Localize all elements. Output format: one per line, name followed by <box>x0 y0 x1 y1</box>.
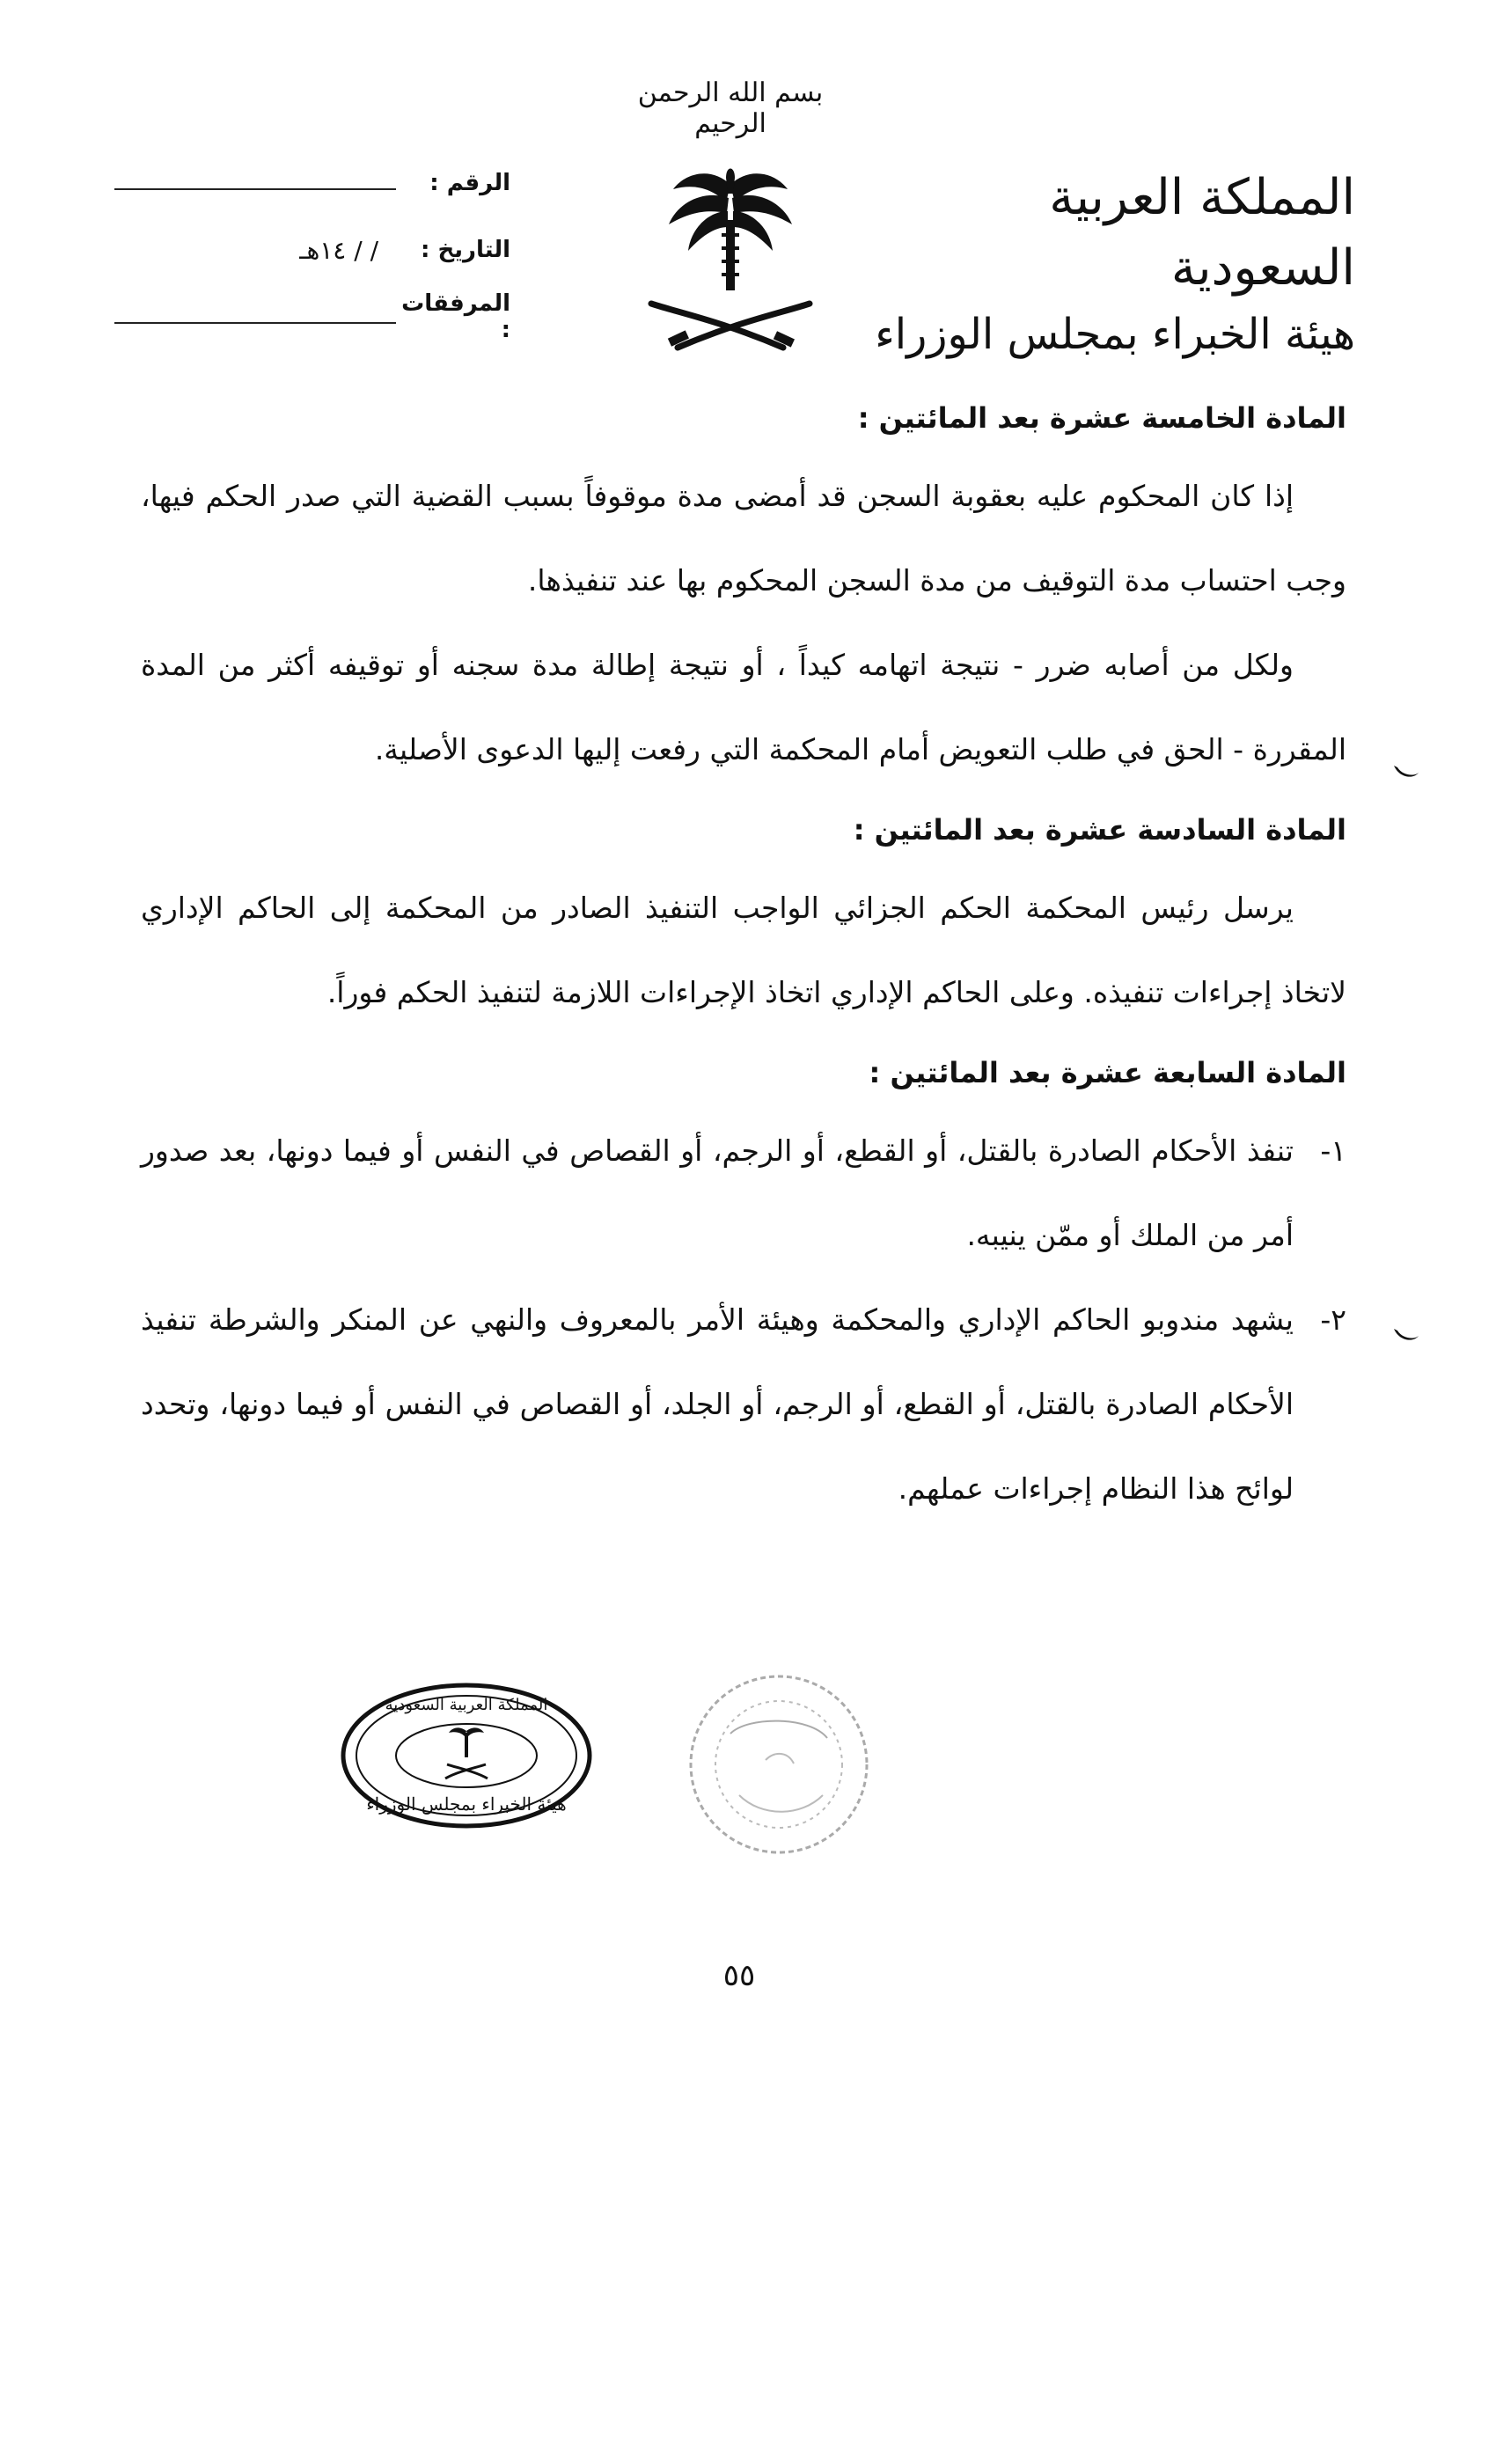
list-text: يشهد مندوبو الحاكم الإداري والمحكمة وهيئة الأمر بالمعروف والنهي عن المنكر والشرطة تنفيذ الأحكام الصادرة بالقتل، أو القطع، أو الرجم، أو الجلد، أو القصاص في النفس أو فيما دونها، وتحدد لوائح هذا النظام إجراءات عملهم. <box>141 1302 1294 1506</box>
article-215-paragraph-2: ولكل من أصابه ضرر - نتيجة اتهامه كيداً ، أو نتيجة إطالة مدة سجنه أو توقيفه أكثر من المدة المقررة - الحق في طلب التعويض أمام المحكمة التي رفعت إليها الدعوى الأصلية. <box>141 648 1346 766</box>
list-number: ٢- <box>1320 1302 1346 1337</box>
article-217-item-2 <box>141 1278 1346 1531</box>
article-217-item-1 <box>141 1109 1346 1278</box>
margin-initial-mark-icon <box>1390 757 1422 783</box>
ref-line <box>114 188 396 190</box>
stamp-top-text: المملكة العربية السعودية <box>385 1696 548 1714</box>
faded-stamp-icon <box>678 1654 880 1874</box>
article-216-paragraph-1: يرسل رئيس المحكمة الحكم الجزائي الواجب التنفيذ الصادر من المحكمة إلى الحاكم الإداري لاتخاذ إجراءات تنفيذه. وعلى الحاكم الإداري اتخاذ الإجراءات اللازمة لتنفيذ الحكم فوراً. <box>141 891 1346 1009</box>
org-name-line1: المملكة العربية السعودية <box>1049 169 1355 297</box>
ref-label: الرقم : <box>429 170 510 196</box>
ref-row <box>106 150 510 216</box>
document-body <box>141 380 1346 1531</box>
attachments-line <box>114 322 396 324</box>
date-value: / / ١٤هـ <box>299 235 378 265</box>
list-text: تنفذ الأحكام الصادرة بالقتل، أو القطع، أو الرجم، أو القصاص في النفس أو فيما دونها، بعد صدور أمر من الملك أو ممّن ينيبه. <box>141 1133 1294 1252</box>
basmala: بسم الله الرحمن الرحيم <box>637 77 824 139</box>
saudi-emblem-icon <box>642 158 818 361</box>
stamp-bottom-text: هيئة الخبراء بمجلس الوزراء <box>366 1793 567 1815</box>
margin-initial-mark-icon <box>1390 1320 1422 1346</box>
article-217-title: المادة السابعة عشرة بعد المائتين : <box>869 1056 1346 1089</box>
page-number: ٥٥ <box>722 1958 756 1993</box>
official-stamp-icon <box>334 1676 598 1835</box>
list-number: ١- <box>1320 1133 1346 1168</box>
article-216-title: المادة السادسة عشرة بعد المائتين : <box>853 813 1346 847</box>
reference-block <box>106 150 510 350</box>
org-header <box>862 163 1355 365</box>
org-name-line2: هيئة الخبراء بمجلس الوزراء <box>875 310 1355 359</box>
article-215-title: المادة الخامسة عشرة بعد المائتين : <box>857 401 1346 435</box>
article-215-paragraph-1: إذا كان المحكوم عليه بعقوبة السجن قد أمضى مدة موقوفاً بسبب القضية التي صدر الحكم فيها، وجب احتساب مدة التوقيف من مدة السجن المحكوم بها عند تنفيذها. <box>141 479 1346 598</box>
date-label: التاريخ : <box>421 237 510 263</box>
date-row <box>106 216 510 283</box>
attachments-row <box>106 283 510 350</box>
attachments-label: المرفقات : <box>401 290 510 343</box>
